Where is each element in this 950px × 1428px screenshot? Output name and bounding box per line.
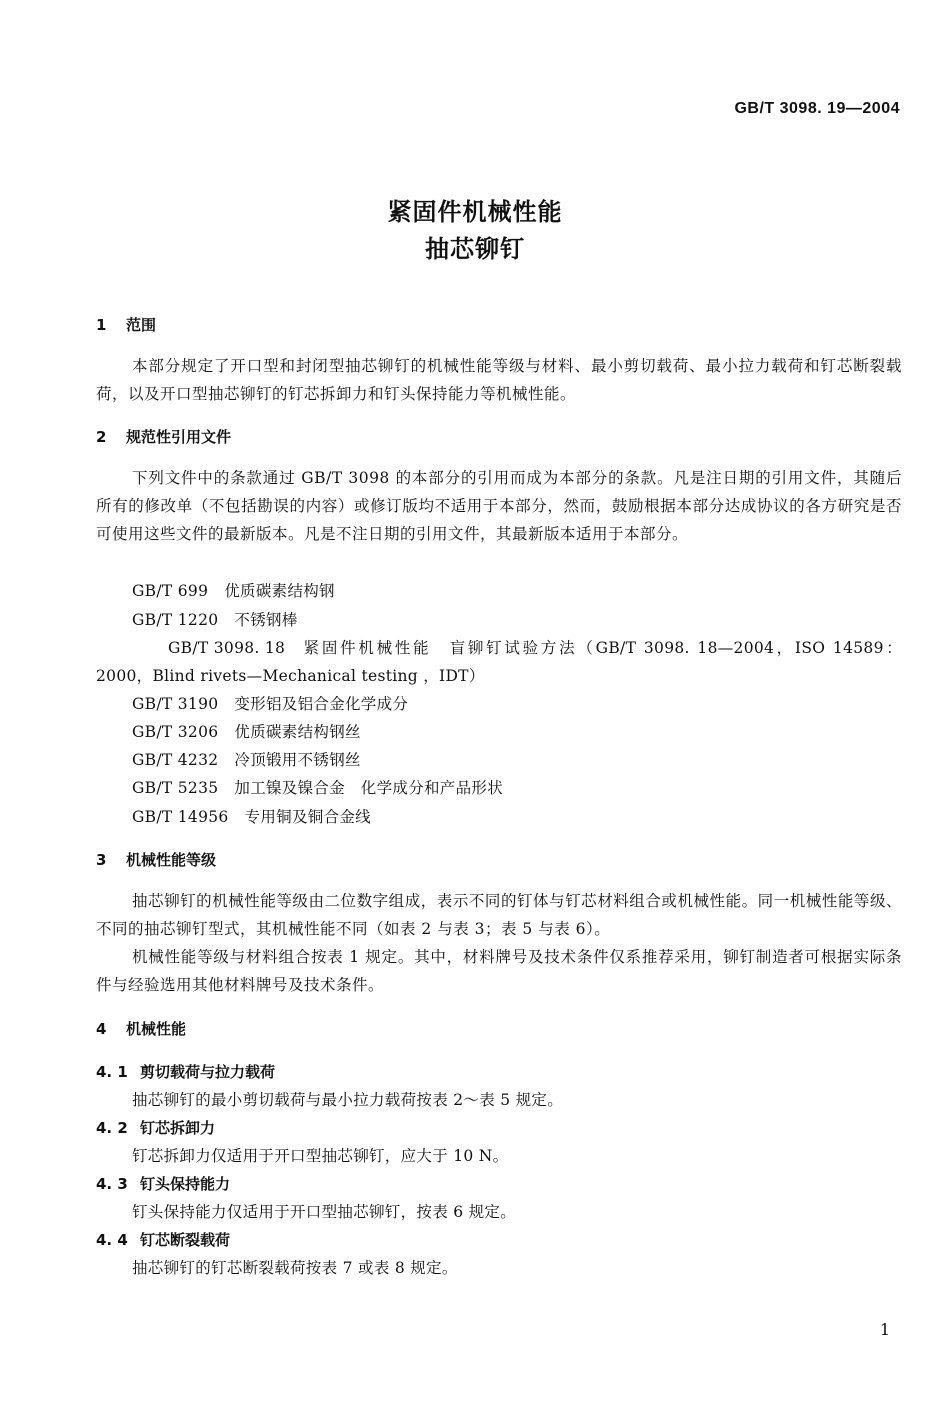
reference-item xyxy=(132,718,902,746)
reference-code: GB/T 5235 xyxy=(132,779,219,797)
section-title: 机械性能 xyxy=(126,1020,187,1038)
reference-item xyxy=(132,803,902,831)
section-title: 范围 xyxy=(126,316,157,334)
subsection-heading xyxy=(96,1117,215,1138)
reference-name: 冷顶锻用不锈钢丝 xyxy=(234,751,361,769)
reference-name: 优质碳素结构钢丝 xyxy=(234,723,361,741)
reference-item xyxy=(132,774,902,802)
section-4-heading xyxy=(96,1018,186,1039)
reference-item xyxy=(132,577,902,605)
section-3-heading xyxy=(96,849,216,870)
section-1-paragraph: 本部分规定了开口型和封闭型抽芯铆钉的机械性能等级与材料、最小剪切载荷、最小拉力载荷和钉芯断裂载荷，以及开口型抽芯铆钉的钉芯拆卸力和钉头保持能力等机械性能。 xyxy=(96,357,902,403)
reference-item xyxy=(132,746,902,774)
standard-code: GB/T 3098. 19—2004 xyxy=(734,100,900,117)
reference-item xyxy=(132,606,902,634)
reference-code: GB/T 3206 xyxy=(132,723,219,741)
section-3-paragraph-2: 机械性能等级与材料组合按表 1 规定。其中，材料牌号及技术条件仅系推荐采用，铆钉制造者可根据实际条件与经验选用其他材料牌号及技术条件。 xyxy=(96,948,902,994)
section-1-heading xyxy=(96,314,156,335)
document-title: 紧固件机械性能 xyxy=(387,198,563,226)
reference-name: 优质碳素结构钢 xyxy=(224,582,335,600)
subsection-number: 4. 1 xyxy=(96,1063,128,1081)
page-number: 1 xyxy=(879,1320,890,1339)
reference-code: GB/T 1220 xyxy=(132,611,219,629)
subsection-text: 抽芯铆钉的最小剪切载荷与最小拉力载荷按表 2～表 5 规定。 xyxy=(132,1091,564,1109)
subsection-title: 剪切载荷与拉力载荷 xyxy=(140,1063,276,1081)
section-3-paragraph-1: 抽芯铆钉的机械性能等级由二位数字组成，表示不同的钉体与钉芯材料组合或机械性能。同一机械性能等级、不同的抽芯铆钉型式，其机械性能不同（如表 2 与表 3；表 5 与表 6）。 xyxy=(96,892,902,938)
document-subtitle: 抽芯铆钉 xyxy=(425,235,525,263)
subsection-heading xyxy=(96,1173,230,1194)
section-2-heading xyxy=(96,426,231,447)
subsection-number: 4. 3 xyxy=(96,1175,128,1193)
subsection-heading xyxy=(96,1061,275,1082)
subsection-text: 钉芯拆卸力仅适用于开口型抽芯铆钉，应大于 10 N。 xyxy=(132,1147,509,1165)
section-title: 机械性能等级 xyxy=(126,851,217,869)
reference-item xyxy=(96,634,902,690)
reference-code: GB/T 699 xyxy=(132,582,209,600)
subsection-title: 钉芯断裂载荷 xyxy=(140,1231,231,1249)
section-number: 2 xyxy=(96,428,107,446)
section-number: 3 xyxy=(96,851,107,869)
reference-name: 不锈钢棒 xyxy=(234,611,298,629)
reference-code: GB/T 4232 xyxy=(132,751,219,769)
subsection-heading xyxy=(96,1229,230,1250)
subsection-number: 4. 2 xyxy=(96,1119,128,1137)
reference-code: GB/T 14956 xyxy=(132,808,229,826)
reference-code: GB/T 3098. 18 xyxy=(168,639,286,657)
reference-item xyxy=(132,690,902,718)
section-number: 4 xyxy=(96,1020,107,1038)
reference-name: 变形铝及铝合金化学成分 xyxy=(234,695,409,713)
subsection-title: 钉头保持能力 xyxy=(140,1175,231,1193)
subsection-number: 4. 4 xyxy=(96,1231,128,1249)
subsection-title: 钉芯拆卸力 xyxy=(140,1119,216,1137)
subsection-text: 钉头保持能力仅适用于开口型抽芯铆钉，按表 6 规定。 xyxy=(132,1203,517,1221)
reference-name: 加工镍及镍合金 化学成分和产品形状 xyxy=(234,779,504,797)
subsection-text: 抽芯铆钉的钉芯断裂载荷按表 7 或表 8 规定。 xyxy=(132,1259,458,1277)
section-title: 规范性引用文件 xyxy=(126,428,232,446)
reference-name: 紧固件机械性能 盲铆钉试验方法（GB/T 3098. 18—2004，ISO 14589：2000，Blind rivets—Mechanical testing ，IDT） xyxy=(96,639,902,685)
section-2-paragraph: 下列文件中的条款通过 GB/T 3098 的本部分的引用而成为本部分的条款。凡是注日期的引用文件，其随后所有的修改单（不包括勘误的内容）或修订版均不适用于本部分，然而，鼓励根据本部分达成协议的各方研究是否可使用这些文件的最新版本。凡是不注日期的引用文件，其最新版本适用于本部分。 xyxy=(96,469,902,543)
section-number: 1 xyxy=(96,316,107,334)
reference-code: GB/T 3190 xyxy=(132,695,219,713)
reference-name: 专用铜及铜合金线 xyxy=(244,808,371,826)
